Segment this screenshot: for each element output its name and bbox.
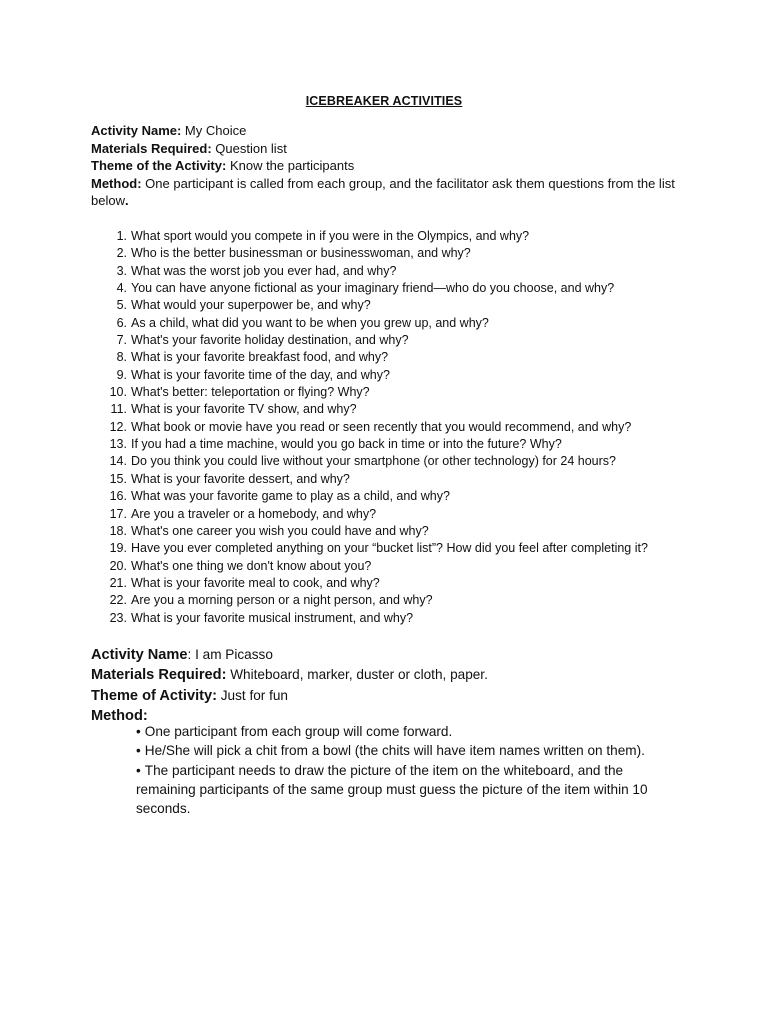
question-number: 14. [109, 454, 127, 469]
question-text: What was the worst job you ever had, and why? [131, 263, 397, 278]
activity-name-row [91, 122, 681, 140]
question-text: Have you ever completed anything on your “bucket list”? How did you feel after completing it? [131, 541, 648, 556]
activity-name-value: : I am Picasso [187, 647, 273, 662]
question-number: 3. [116, 263, 127, 278]
question-item [104, 523, 704, 540]
question-text: Are you a traveler or a homebody, and why? [131, 506, 377, 521]
question-text: Are you a morning person or a night person, and why? [131, 593, 433, 608]
question-item [104, 436, 704, 453]
question-text: As a child, what did you want to be when you grew up, and why? [131, 315, 489, 330]
question-number: 2. [116, 246, 127, 261]
activity-name-value: My Choice [181, 123, 247, 138]
activity-1-header [91, 122, 681, 210]
materials-value: Question list [211, 140, 287, 156]
question-text: What is your favorite time of the day, and why? [131, 367, 390, 382]
question-text: What's one career you wish you could have and why? [131, 523, 429, 538]
question-number: 21. [109, 575, 127, 590]
question-text: What's one thing we don't know about you? [131, 558, 372, 573]
method-step-text: One participant from each group will come forward. [144, 724, 453, 739]
question-item [104, 471, 704, 488]
theme-label: Theme of Activity: [91, 687, 217, 704]
method-label: Method: [91, 175, 142, 191]
activity-name-row [91, 645, 681, 665]
question-number: 17. [109, 506, 127, 521]
question-number: 6. [116, 315, 127, 330]
theme-row [91, 686, 681, 706]
method-step [136, 741, 676, 760]
method-steps [136, 722, 676, 818]
question-item [104, 263, 704, 280]
question-item [104, 332, 704, 349]
question-number: 16. [109, 489, 127, 504]
question-text: What's better: teleportation or flying? Why? [131, 385, 370, 400]
question-number: 12. [109, 419, 127, 434]
question-number: 20. [109, 558, 127, 573]
question-text: What would your superpower be, and why? [131, 298, 371, 313]
question-number: 7. [116, 333, 127, 348]
theme-value: Know the participants [226, 158, 355, 173]
question-number: 8. [116, 350, 127, 365]
question-number: 23. [109, 610, 127, 625]
question-text: What is your favorite TV show, and why? [131, 402, 357, 417]
materials-label: Materials Required: [91, 667, 227, 684]
activity-name-label: Activity Name [91, 647, 188, 663]
bullet-icon: • [136, 724, 141, 739]
theme-value: Just for fun [216, 687, 288, 703]
question-number: 15. [109, 471, 127, 486]
method-period: . [124, 193, 129, 208]
method-step [136, 761, 676, 819]
method-row [91, 175, 681, 210]
question-number: 19. [109, 541, 127, 556]
question-text: You can have anyone fictional as your imaginary friend—who do you choose, and why? [131, 281, 615, 296]
question-item [104, 506, 704, 523]
question-item [104, 367, 704, 384]
materials-label: Materials Required: [91, 140, 212, 156]
question-item [104, 297, 704, 314]
activity-2-header [91, 645, 681, 726]
bullet-icon: • [136, 743, 141, 759]
question-text: What sport would you compete in if you were in the Olympics, and why? [131, 229, 530, 243]
method-step [136, 722, 676, 741]
question-item [104, 228, 704, 245]
question-item [104, 245, 704, 262]
question-item [104, 558, 704, 575]
method-step-text: The participant needs to draw the picture of the item on the whiteboard, and the remaining participants of the same group must guess the picture of the item within 10 seconds. [136, 762, 648, 817]
method-value: One participant is called from each group, and the facilitator ask them questions from the list below [91, 175, 675, 208]
theme-row [91, 157, 681, 175]
question-item [104, 488, 704, 505]
document-title: ICEBREAKER ACTIVITIES [305, 94, 463, 108]
question-text: What is your favorite musical instrument, and why? [131, 610, 414, 625]
materials-row [91, 665, 681, 685]
question-text: If you had a time machine, would you go back in time or into the future? Why? [131, 437, 562, 452]
question-item [104, 401, 704, 418]
question-number: 4. [116, 281, 127, 296]
question-item [104, 384, 704, 401]
question-number: 10. [109, 385, 127, 400]
question-item [104, 540, 704, 557]
question-number: 13. [109, 437, 127, 452]
question-item [104, 280, 704, 297]
question-item [104, 419, 704, 436]
question-text: What is your favorite dessert, and why? [131, 471, 350, 486]
question-item [104, 349, 704, 366]
question-item [104, 453, 704, 470]
question-number: 18. [109, 523, 127, 538]
question-item [104, 592, 704, 609]
theme-label: Theme of the Activity: [91, 158, 227, 173]
bullet-icon: • [136, 762, 141, 778]
question-text: What is your favorite breakfast food, and why? [131, 350, 389, 365]
question-number: 5. [116, 298, 127, 313]
question-text: Who is the better businessman or businesswoman, and why? [131, 246, 471, 261]
question-list [104, 228, 704, 627]
question-item [104, 315, 704, 332]
question-text: What is your favorite meal to cook, and why? [131, 575, 380, 590]
materials-value: Whiteboard, marker, duster or cloth, paper. [226, 667, 488, 683]
materials-row [91, 140, 681, 158]
question-number: 22. [109, 593, 127, 608]
question-number: 11. [110, 402, 127, 417]
activity-name-label: Activity Name: [91, 123, 182, 138]
question-number: 1. [116, 229, 127, 243]
question-text: What book or movie have you read or seen recently that you would recommend, and why? [131, 419, 632, 434]
question-item [104, 610, 704, 627]
question-text: What was your favorite game to play as a child, and why? [131, 489, 450, 504]
method-label: Method: [91, 707, 148, 724]
question-text: What's your favorite holiday destination, and why? [131, 333, 409, 348]
question-item [104, 575, 704, 592]
method-step-text: He/She will pick a chit from a bowl (the chits will have item names written on them). [144, 743, 645, 759]
question-number: 9. [116, 367, 127, 382]
question-text: Do you think you could live without your smartphone (or other technology) for 24 hours? [131, 454, 616, 469]
